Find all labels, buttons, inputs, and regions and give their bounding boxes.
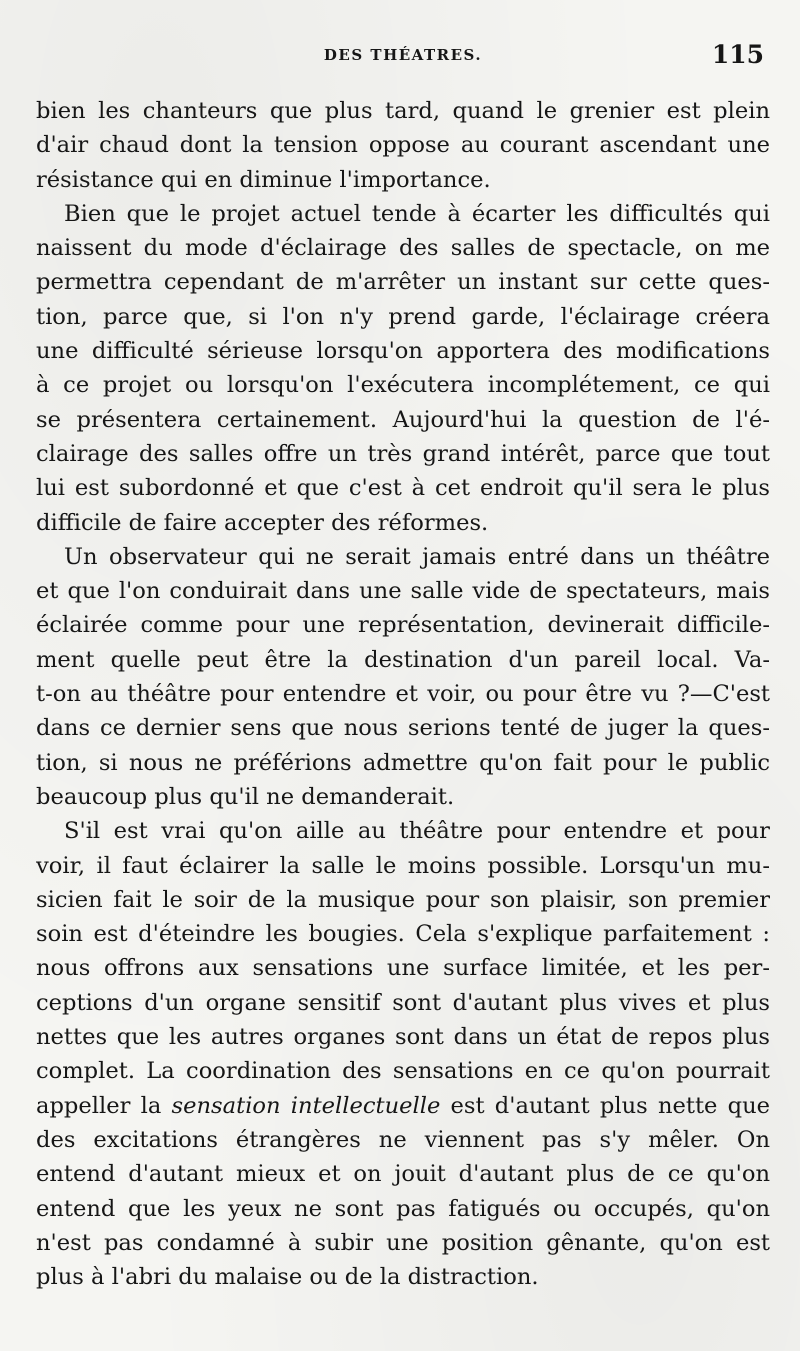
text-line: ceptions d'un organe sensitif sont d'autant plus vives et plus — [36, 989, 770, 1016]
running-head — [36, 40, 770, 72]
text-line: complet. La coordination des sensations en ce qu'on pourrait — [36, 1058, 770, 1085]
italic-term: sensation intellectuelle — [171, 1092, 441, 1119]
text-line: soin est d'éteindre les bougies. Cela s'explique parfaitement : — [36, 921, 770, 948]
text-line: voir, il faut éclairer la salle le moins possible. Lorsqu'un mu- — [36, 852, 770, 879]
text-line: lui est subordonné et que c'est à cet endroit qu'il sera le plus — [36, 475, 770, 502]
text-line: nettes que les autres organes sont dans un état de repos plus — [36, 1024, 770, 1051]
text-line: permettra cependant de m'arrêter un instant sur cette ques- — [36, 269, 770, 296]
text-run: est d'autant plus nette que — [440, 1092, 770, 1119]
text-line: résistance qui en diminue l'importance. — [36, 166, 491, 193]
text-line: naissent du mode d'éclairage des salles de spectacle, on me — [36, 235, 770, 262]
text-line: à ce projet ou lorsqu'on l'exécutera incomplétement, ce qui — [36, 372, 770, 399]
text-line: difficile de faire accepter des réformes. — [36, 509, 489, 536]
paragraph-3 — [36, 540, 770, 814]
paragraph-2 — [36, 197, 770, 540]
text-line: S'il est vrai qu'on aille au théâtre pour entendre et pour — [64, 818, 770, 845]
text-line: dans ce dernier sens que nous serions tenté de juger la ques- — [36, 715, 770, 742]
text-line: nous offrons aux sensations une surface limitée, et les per- — [36, 955, 770, 982]
text-line: t-on au théâtre pour entendre et voir, ou pour être vu ?—C'est — [36, 681, 770, 708]
text-line: et que l'on conduirait dans une salle vide de spectateurs, mais — [36, 578, 770, 605]
text-line: n'est pas condamné à subir une position gênante, qu'on est — [36, 1229, 770, 1256]
body-text — [36, 94, 770, 1294]
text-line: Bien que le projet actuel tende à écarter les difficultés qui — [64, 200, 770, 227]
paragraph-1 — [36, 94, 770, 197]
text-line: entend que les yeux ne sont pas fatigués ou occupés, qu'on — [36, 1195, 770, 1222]
text-line: beaucoup plus qu'il ne demanderait. — [36, 783, 455, 810]
page-number: 115 — [711, 40, 764, 69]
running-title: DES THÉATRES. — [323, 46, 483, 64]
text-line: clairage des salles offre un très grand intérêt, parce que tout — [36, 440, 770, 467]
paragraph-4 — [36, 814, 770, 1294]
text-line: une difficulté sérieuse lorsqu'on apportera des modifications — [36, 338, 770, 365]
text-line: se présentera certainement. Aujourd'hui la question de l'é- — [36, 406, 770, 433]
text-line: ment quelle peut être la destination d'un pareil local. Va- — [36, 646, 770, 673]
text-line-italic — [36, 1089, 770, 1123]
text-line: Un observateur qui ne serait jamais entré dans un théâtre — [64, 543, 770, 570]
text-line: plus à l'abri du malaise ou de la distraction. — [36, 1264, 539, 1291]
text-line: d'air chaud dont la tension oppose au courant ascendant une — [36, 132, 770, 159]
text-line: tion, parce que, si l'on n'y prend garde, l'éclairage créera — [36, 303, 770, 330]
text-run: appeller la — [36, 1092, 172, 1119]
text-line: entend d'autant mieux et on jouit d'autant plus de ce qu'on — [36, 1161, 770, 1188]
text-line: sicien fait le soir de la musique pour son plaisir, son premier — [36, 886, 770, 913]
text-line: bien les chanteurs que plus tard, quand le grenier est plein — [36, 98, 770, 124]
text-line: des excitations étrangères ne viennent pas s'y mêler. On — [36, 1126, 770, 1153]
text-line: éclairée comme pour une représentation, devinerait difficile- — [36, 612, 770, 639]
text-line: tion, si nous ne préférions admettre qu'on fait pour le public — [36, 749, 770, 776]
